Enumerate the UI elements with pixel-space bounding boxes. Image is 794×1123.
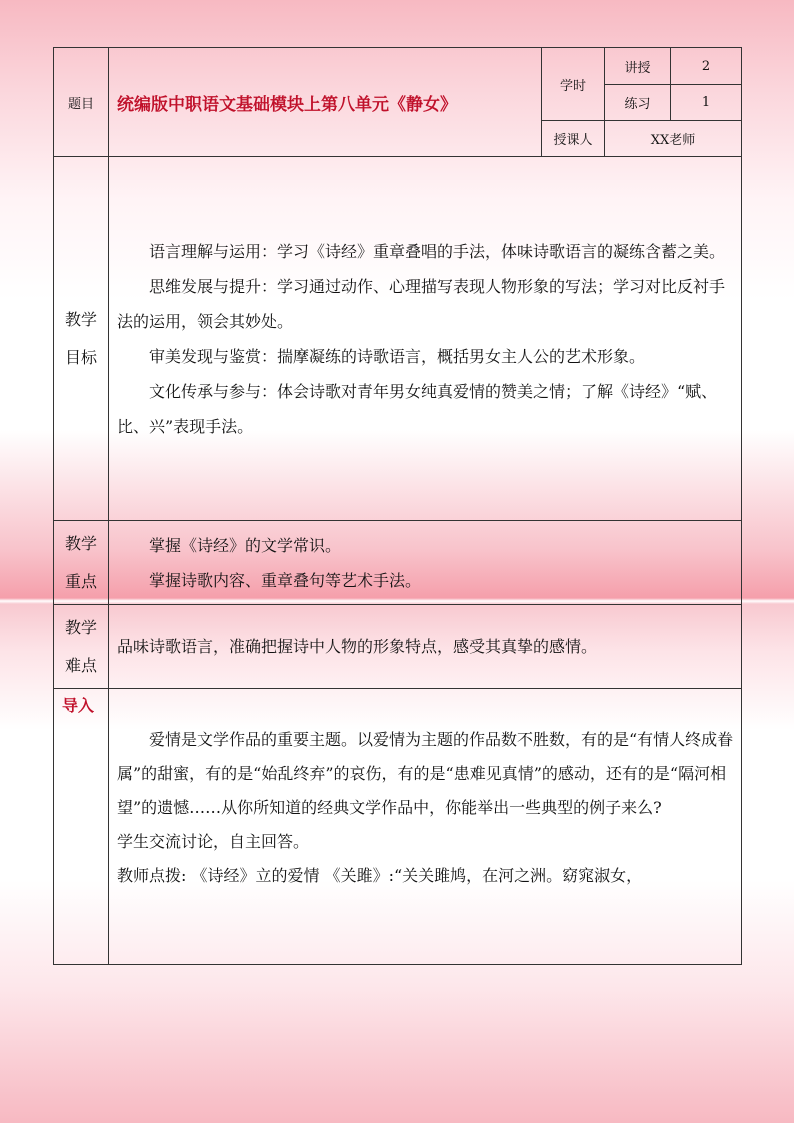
key-points-content xyxy=(109,521,742,605)
key-point-item: 掌握《诗经》的文学常识。 xyxy=(149,535,342,555)
difficulties-content xyxy=(109,605,742,689)
difficulties-label: 教学难点 xyxy=(54,605,109,689)
key-point-item: 掌握诗歌内容、重章叠句等艺术手法。 xyxy=(149,570,422,590)
intro-label: 导入 xyxy=(54,689,109,965)
practice-value: 1 xyxy=(671,85,742,121)
lecture-label: 讲授 xyxy=(605,48,671,85)
intro-paragraph: 爱情是文学作品的重要主题。以爱情为主题的作品数不胜数，有的是“有情人终成眷属”的甜蜜，有的是“始乱终弃”的哀伤，有的是“患难见真情”的感动，还有的是“隔河相望”的遗憾……从你所知道的经典文学作品中，你能举出一些典型的例子来么? xyxy=(117,730,734,817)
lecture-value: 2 xyxy=(671,48,742,85)
objective-item: 语言理解与运用：学习《诗经》重章叠唱的手法，体味诗歌语言的凝练含蓄之美。 xyxy=(149,241,726,261)
intro-content xyxy=(109,689,742,965)
lesson-plan-table xyxy=(53,47,742,965)
objective-item: 审美发现与鉴赏：揣摩凝练的诗歌语言，概括男女主人公的艺术形象。 xyxy=(149,346,646,366)
practice-label: 练习 xyxy=(605,85,671,121)
intro-line: 学生交流讨论，自主回答。 xyxy=(117,832,310,851)
topic-title: 统编版中职语文基础模块上第八单元《静女》 xyxy=(109,48,542,157)
difficulty-text: 品味诗歌语言，准确把握诗中人物的形象特点，感受其真挚的感情。 xyxy=(117,637,598,656)
objectives-content xyxy=(109,157,742,521)
key-points-label: 教学重点 xyxy=(54,521,109,605)
intro-line: 教师点拨: 《诗经》立的爱情 《关雎》:“关关雎鸠，在河之洲。窈窕淑女， xyxy=(117,866,643,885)
objectives-label: 教学目标 xyxy=(54,157,109,521)
topic-label: 题目 xyxy=(54,48,109,157)
hours-label: 学时 xyxy=(542,48,605,121)
teacher-label: 授课人 xyxy=(542,121,605,157)
objective-item: 文化传承与参与：体会诗歌对青年男女纯真爱情的赞美之情；了解《诗经》“赋、比、兴”表现手法。 xyxy=(117,381,718,436)
objective-item: 思维发展与提升：学习通过动作、心理描写表现人物形象的写法；学习对比反衬手法的运用，领会其妙处。 xyxy=(117,276,726,331)
teacher-value: XX老师 xyxy=(605,121,742,157)
